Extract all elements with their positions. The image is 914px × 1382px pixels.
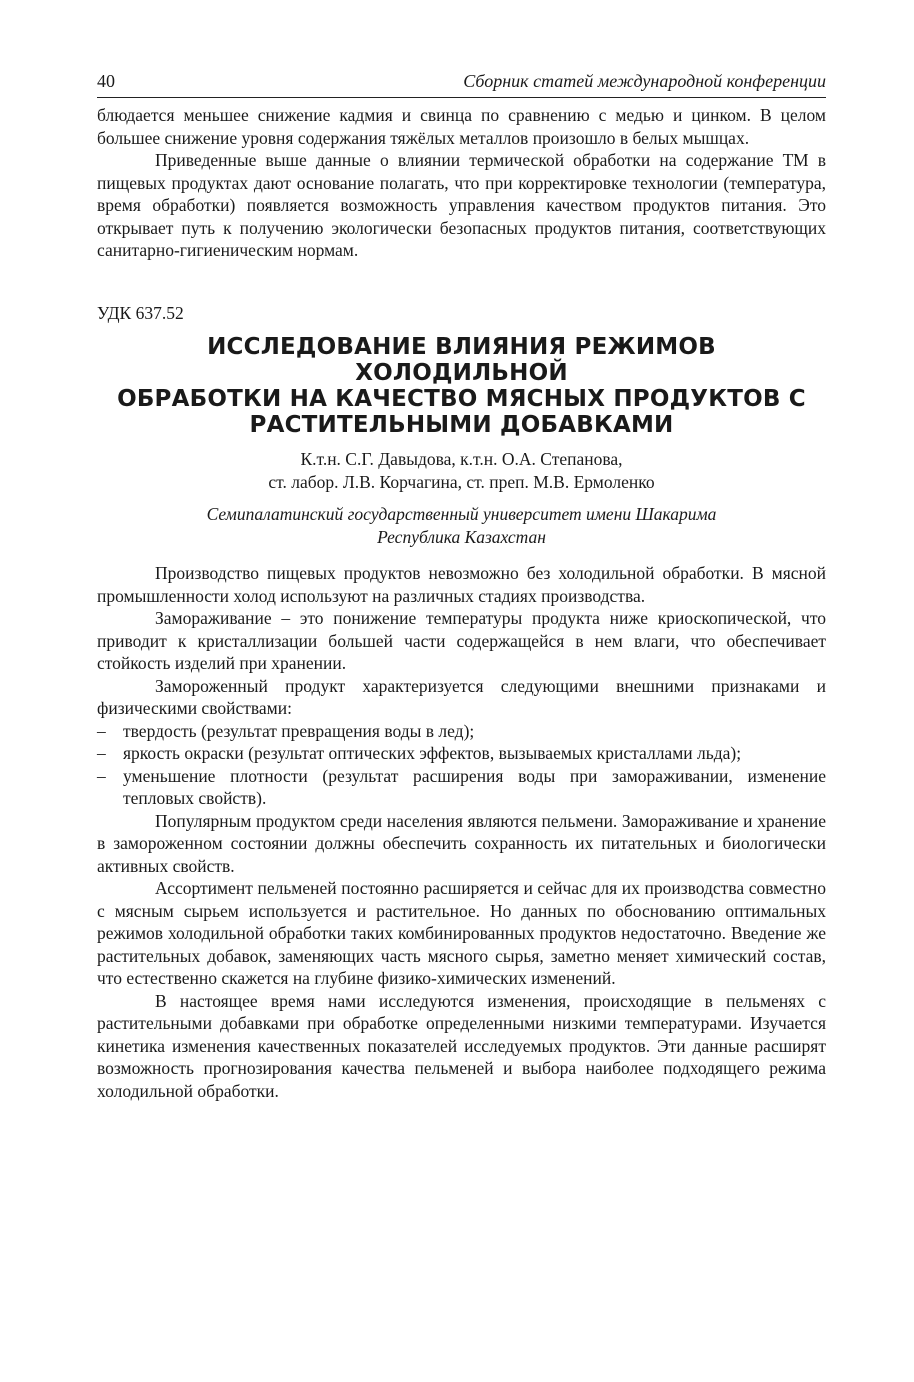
list-dash: – — [97, 765, 106, 786]
list-dash: – — [97, 743, 106, 763]
properties-list — [97, 720, 826, 810]
body-paragraph: Популярным продуктом среди населения являются пельмени. Замораживание и хранение в замороженном состоянии должны обеспечить сохранность их питательных и биологически активных свойств. — [97, 810, 826, 876]
authors-line: К.т.н. С.Г. Давыдова, к.т.н. О.А. Степанова, — [300, 449, 623, 469]
page-header — [97, 70, 826, 94]
page-body — [97, 104, 826, 1102]
body-paragraph: Замораживание – это понижение температуры продукта ниже криоскопической, что приводит к кристаллизации большей части содержащейся в нем влаги, что обеспечивает стойкость изделий при хранении. — [97, 608, 826, 673]
body-paragraph: Замороженный продукт характеризуется следующими внешними признаками и физическими свойствами: — [97, 675, 826, 718]
list-item-text: твердость (результат превращения воды в лед); — [123, 720, 475, 741]
affiliation-line: Семипалатинский государственный университет имени Шакарима — [206, 504, 717, 524]
list-dash: – — [97, 720, 106, 741]
list-item-text: уменьшение плотности (результат расширения воды при замораживании, изменение тепловых свойств). — [123, 765, 826, 808]
list-item-text: яркость окраски (результат оптических эффектов, вызываемых кристаллами льда); — [123, 743, 742, 763]
article-title — [97, 334, 826, 438]
title-line: ИССЛЕДОВАНИЕ ВЛИЯНИЯ РЕЖИМОВ ХОЛОДИЛЬНОЙ — [207, 334, 716, 386]
page-number: 40 — [97, 71, 115, 91]
body-paragraph: Ассортимент пельменей постоянно расширяется и сейчас для их производства совместно с мясным сырьем используется и растительное. Но данных по обоснованию оптимальных режимов холодильной обработки таких комбинированных продуктов недостаточно. Введение же растительных добавок, заменяющих часть мясного сырья, заметно меняет химический состав, что естественно скажется на глубине физико-химических изменений. — [97, 878, 826, 988]
article-affiliation — [97, 503, 826, 548]
list-item — [97, 720, 826, 743]
list-item — [97, 765, 826, 810]
list-item — [97, 742, 826, 765]
title-line: РАСТИТЕЛЬНЫМИ ДОБАВКАМИ — [249, 412, 674, 438]
body-paragraph: В настоящее время нами исследуются изменения, происходящие в пельменях с растительными добавками при обработке определенными низкими температурами. Изучается кинетика изменения качественных показателей исследуемых продуктов. Эти данные расширят возможность прогнозирования качества пельменей и выбора наиболее подходящего режима холодильной обработки. — [97, 990, 826, 1101]
affiliation-line: Республика Казахстан — [377, 526, 546, 547]
running-title: Сборник статей международной конференции — [463, 71, 826, 91]
udk-code: УДК 637.52 — [97, 302, 184, 323]
intro-paragraph: блюдается меньшее снижение кадмия и свинца по сравнению с медью и цинком. В целом большее снижение уровня содержания тяжёлых металлов произошло в белых мышцах. — [97, 105, 826, 148]
body-paragraph: Производство пищевых продуктов невозможно без холодильной обработки. В мясной промышленности холод используют на различных стадиях производства. — [97, 563, 826, 606]
authors-line: ст. лабор. Л.В. Корчагина, ст. преп. М.В. Ермоленко — [268, 471, 655, 492]
intro-paragraph: Приведенные выше данные о влиянии термической обработки на содержание ТМ в пищевых продуктах дают основание полагать, что при корректировке технологии (температура, время обработки) появляется возможность управления качеством продуктов питания. Это открывает путь к получению экологически безопасных продуктов питания, соответствующих санитарно-гигиеническим нормам. — [97, 150, 826, 260]
article-authors — [97, 448, 826, 493]
header-rule — [97, 97, 826, 98]
title-line: ОБРАБОТКИ НА КАЧЕСТВО МЯСНЫХ ПРОДУКТОВ С — [117, 386, 806, 412]
